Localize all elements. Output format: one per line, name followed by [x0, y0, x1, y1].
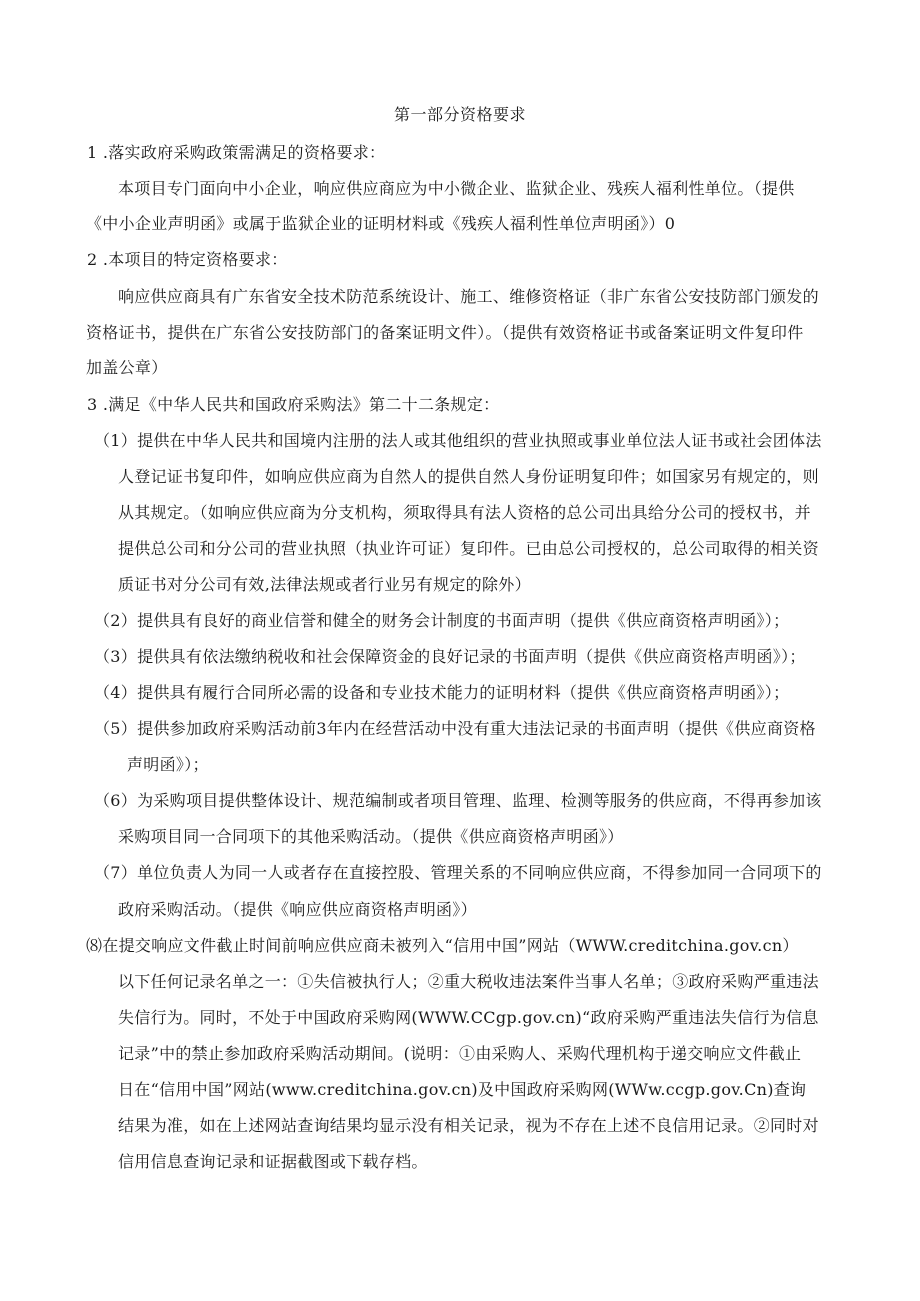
list-item-line: （7）单位负责人为同一人或者存在直接控股、管理关系的不同响应供应商，不得参加同一合同项下的 [94, 863, 822, 882]
section-1-heading: 1 .落实政府采购政策需满足的资格要求： [87, 143, 386, 162]
list-item-line: 记录”中的禁止参加政府采购活动期间。(说明：①由采购人、采购代理机构于递交响应文件截止 [118, 1044, 802, 1063]
list-item-line: 人登记证书复印件，如响应供应商为自然人的提供自然人身份证明复印件；如国家另有规定的，则 [118, 467, 819, 486]
section-2-line: 资格证书，提供在广东省公安技防部门的备案证明文件）。（提供有效资格证书或备案证明文件复印件 [86, 323, 804, 342]
list-item-line: （3）提供具有依法缴纳税收和社会保障资金的良好记录的书面声明（提供《供应商资格声明函》）； [94, 647, 806, 666]
list-item-line: 采购项目同一合同项下的其他采购活动。（提供《供应商资格声明函》） [118, 827, 624, 846]
list-item-line: （4）提供具有履行合同所必需的设备和专业技术能力的证明材料（提供《供应商资格声明函》）； [94, 683, 790, 702]
list-item-line: 信用信息查询记录和证据截图或下载存档。 [118, 1152, 428, 1171]
list-item-line: 从其规定。（如响应供应商为分支机构，须取得具有法人资格的总公司出具给分公司的授权书，并 [118, 503, 811, 522]
list-item-line: （6）为采购项目提供整体设计、规范编制或者项目管理、监理、检测等服务的供应商，不得再参加该 [94, 791, 822, 810]
section-2-line: 响应供应商具有广东省安全技术防范系统设计、施工、维修资格证（非广东省公安技防部门颁发的 [118, 287, 819, 306]
list-item-line: 质证书对分公司有效,法律法规或者行业另有规定的除外） [118, 575, 531, 594]
list-item-line: 结果为准，如在上述网站查询结果均显示没有相关记录，视为不存在上述不良信用记录。②同时对 [118, 1116, 819, 1135]
list-item-line: （2）提供具有良好的商业信誉和健全的财务会计制度的书面声明（提供《供应商资格声明函》）； [94, 611, 790, 630]
list-item-line: 提供总公司和分公司的营业执照（执业许可证）复印件。已由总公司授权的，总公司取得的相关资 [118, 539, 819, 558]
list-item-line: （5）提供参加政府采购活动前3年内在经营活动中没有重大违法记录的书面声明（提供《供应商资格 [94, 719, 816, 738]
list-item-line: 以下任何记录名单之一：①失信被执行人；②重大税收违法案件当事人名单；③政府采购严重违法 [118, 972, 819, 991]
list-item-line: 日在“信用中国”网站(www.creditchina.gov.cn)及中国政府采购网(WWw.ccgp.gov.Cn)查询 [118, 1080, 807, 1099]
list-item-line: （1）提供在中华人民共和国境内注册的法人或其他组织的营业执照或事业单位法人证书或社会团体法 [94, 431, 822, 450]
list-item-line: 失信行为。同时，不处于中国政府采购网(WWW.CCgp.gov.cn)“政府采购严重违法失信行为信息 [118, 1008, 819, 1027]
list-item-line: 声明函》）； [127, 755, 209, 774]
list-item-line: 政府采购活动。（提供《响应供应商资格声明函》） [118, 900, 477, 919]
section-2-line: 加盖公章） [86, 358, 168, 377]
section-1-line: 本项目专门面向中小企业，响应供应商应为中小微企业、监狱企业、残疾人福利性单位。（提供 [118, 179, 795, 198]
document-title: 第一部分资格要求 [393, 105, 526, 124]
section-1-line: 《中小企业声明函》或属于监狱企业的证明材料或《残疾人福利性单位声明函》）0 [86, 214, 676, 233]
list-item-line: ⑻在提交响应文件截止时间前响应供应商未被列入“信用中国”网站（WWW.creditchina.gov.cn） [86, 936, 799, 955]
section-3-heading: 3 .满足《中华人民共和国政府采购法》第二十二条规定： [87, 395, 500, 414]
section-2-heading: 2 .本项目的特定资格要求： [87, 250, 288, 269]
